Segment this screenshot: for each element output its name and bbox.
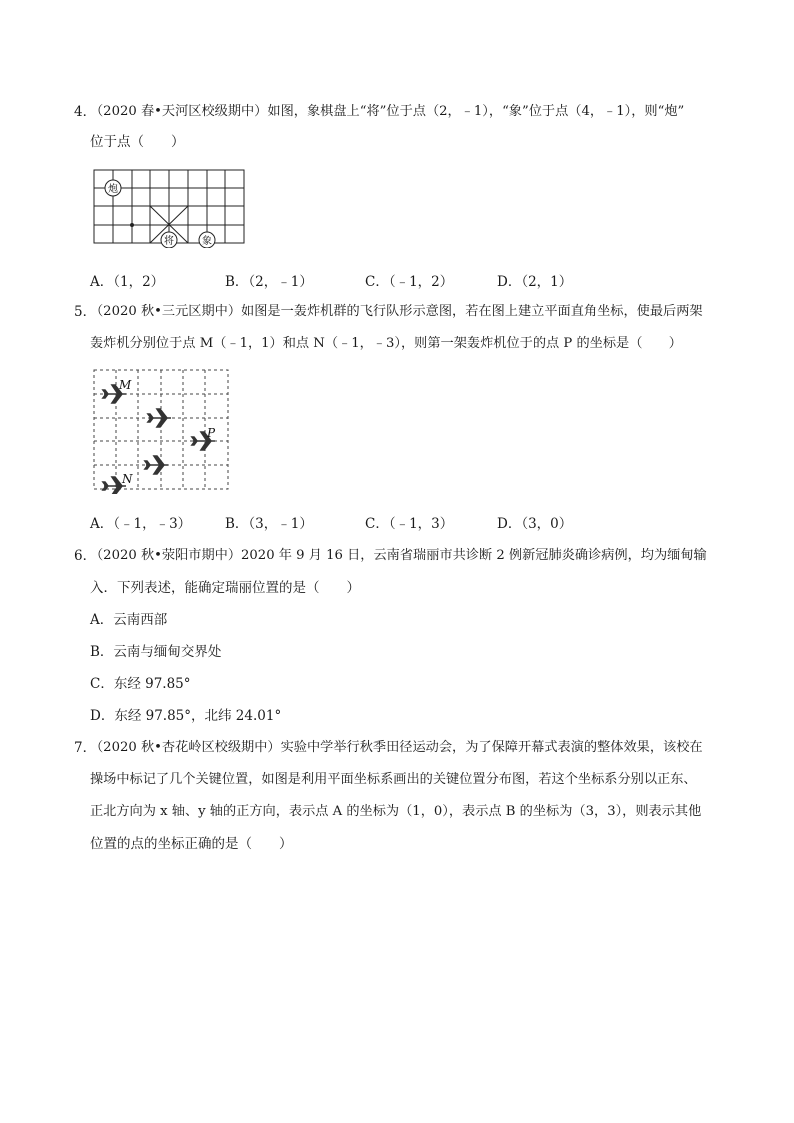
chess-piece-jiang (161, 232, 177, 248)
q5-option-b[interactable]: B．（3，﹣1） (225, 516, 313, 532)
point-p-label: P (207, 426, 216, 440)
q6-number: 6． (74, 548, 97, 564)
plane-icon (148, 409, 171, 427)
q4-options (90, 273, 730, 291)
q6-option-d[interactable]: D．东经 97.85°，北纬 24.01° (90, 708, 282, 724)
q6-stem-line-2: 入．下列表述，能确定瑞丽位置的是（ ） (90, 580, 360, 596)
q5-options (90, 515, 730, 533)
q5-option-c[interactable]: C．（﹣1，3） (365, 516, 454, 532)
point-m-label: M (119, 378, 132, 392)
point-n-label: N (122, 472, 133, 486)
q5-number: 5． (74, 304, 97, 320)
q6-option-a[interactable]: A．云南西部 (90, 612, 168, 628)
q7-stem-line-2: 操场中标记了几个关键位置，如图是利用平面坐标系画出的关键位置分布图，若这个坐标系分别以正东、 (90, 772, 697, 787)
q4-option-c[interactable]: C．（﹣1，2） (365, 274, 454, 290)
q5-option-a[interactable]: A．（﹣1，﹣3） (90, 516, 192, 532)
q4-stem-line-1: （2020 春•天河区校级期中）如图，象棋盘上“将”位于点（2，﹣1），“象”位于点（4，﹣1），则“炮” (90, 104, 685, 119)
q4-option-d[interactable]: D．（2，1） (497, 274, 573, 290)
q4-option-b[interactable]: B．（2，﹣1） (225, 274, 313, 290)
q4-option-a[interactable]: A．（1，2） (90, 274, 165, 290)
q4-stem-line-2: 位于点（ ） (90, 134, 185, 150)
chess-piece-xiang-label: 象 (202, 236, 212, 247)
q6-option-b[interactable]: B．云南与缅甸交界处 (90, 644, 222, 660)
chess-piece-xiang (199, 232, 215, 248)
q7-stem-line-4: 位置的点的坐标正确的是（ ） (90, 836, 293, 852)
chess-point-dot (130, 223, 134, 227)
q6-option-c[interactable]: C．东经 97.85° (90, 676, 191, 692)
q7-number: 7． (74, 740, 97, 756)
q6-stem-line-1: （2020 秋•荥阳市期中）2020 年 9 月 16 日，云南省瑞丽市共诊断 2 例新冠肺炎确诊病例，均为缅甸输 (90, 548, 707, 563)
chess-piece-pao (105, 180, 121, 196)
q4-number: 4． (74, 104, 97, 120)
bomber-formation-figure (92, 368, 232, 494)
chess-piece-jiang-label: 将 (164, 236, 174, 247)
q5-stem-line-2: 轰炸机分别位于点 M（﹣1，1）和点 N（﹣1，﹣3），则第一架轰炸机位于的点 P 的坐标是（ ） (90, 336, 682, 351)
q5-option-d[interactable]: D．（3，0） (497, 516, 573, 532)
q7-stem-line-1: （2020 秋•杏花岭区校级期中）实验中学举行秋季田径运动会，为了保障开幕式表演的整体效果，该校在 (90, 740, 703, 755)
q5-stem-line-1: （2020 秋•三元区期中）如图是一轰炸机群的飞行队形示意图，若在图上建立平面直角坐标，使最后两架 (90, 304, 703, 319)
plane-icon (145, 456, 168, 474)
chessboard-figure (92, 168, 248, 248)
q7-stem-line-3: 正北方向为 x 轴、y 轴的正方向，表示点 A 的坐标为（1，0），表示点 B 的坐标为（3，3），则表示其他 (90, 804, 702, 819)
chess-piece-pao-label: 炮 (108, 184, 118, 195)
